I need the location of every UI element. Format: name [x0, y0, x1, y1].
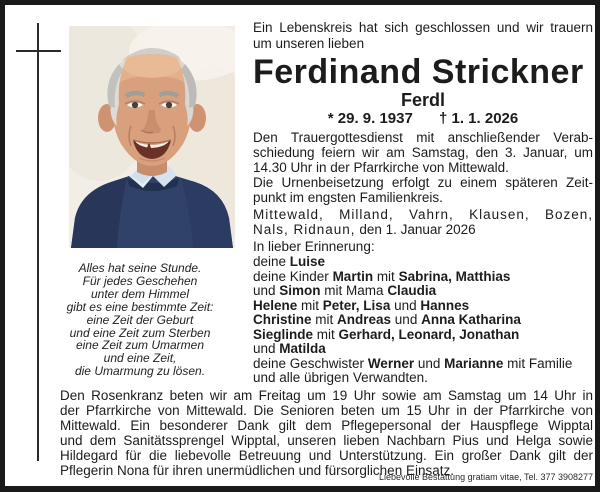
text-line: und Simon mit Mama Claudia — [253, 283, 437, 298]
text-line: und alle übrigen Verwandten. — [253, 370, 428, 385]
family-list — [253, 255, 593, 386]
text-line: gibt es eine bestimmte Zeit: — [66, 299, 214, 314]
text-line: Für jedes Geschehen — [82, 273, 198, 288]
text-line: Pflegerin Nona für ihren unermüdlichen und fürsorglichen Einsatz. — [60, 463, 454, 478]
places-date-line — [253, 207, 593, 237]
text-line: um unseren lieben — [253, 36, 365, 51]
text-line: unter dem Himmel — [90, 286, 190, 301]
text-line: und eine Zeit zum Sterben — [69, 325, 211, 340]
text-line: Mittewald. Ein besonderer Dank gilt dem Pflegepersonal der Hauspflege Wipptal — [60, 418, 593, 433]
text-line: Den Trauergottesdienst mit anschließender Verab- — [253, 130, 593, 145]
deceased-nickname: Ferdl — [400, 90, 445, 110]
text-line: Die Urnenbeisetzung erfolgt zu einem späteren Zeit- — [253, 175, 593, 190]
announcement-column — [253, 20, 593, 386]
text-line: Sieglinde mit Gerhard, Leonard, Jonathan — [253, 326, 520, 342]
rosary-thanks-notice — [60, 388, 593, 478]
remembrance-label: In lieber Erinnerung: — [253, 239, 375, 254]
portrait-photo — [69, 26, 235, 248]
text-line: schiedung feiern wir am Samstag, den 3. Januar, um — [253, 145, 593, 160]
text-line: und eine Zeit, — [103, 351, 177, 366]
text-line: Nals, Ridnaun, den 1. Januar 2026 — [253, 222, 476, 237]
text-line: Alles hat seine Stunde. — [78, 261, 202, 275]
text-line: die Umarmung zu lösen. — [74, 364, 206, 379]
text-line: Christine mit Andreas und Anna Katharina — [253, 312, 521, 327]
text-line: und Matilda — [253, 341, 326, 356]
text-line: deine Geschwister Werner und Marianne mit Familie — [253, 355, 573, 371]
death-date: † 1. 1. 2026 — [439, 110, 519, 127]
text-line: und dem Sanitätssprengel Wipptal, unseren lieben Nachbarn Pius und Helga sowie — [60, 433, 593, 448]
text-line: eine Zeit der Geburt — [86, 312, 194, 327]
text-line: Ein Lebenskreis hat sich geschlossen und wir trauern — [253, 20, 593, 35]
text-line: deine Luise — [253, 254, 326, 269]
life-dates — [253, 110, 593, 128]
deceased-name: Ferdinand Strickner — [253, 53, 584, 91]
intro-text — [253, 20, 593, 52]
text-line: deine Kinder Martin mit Sabrina, Matthias — [253, 268, 511, 284]
text-line: 14.30 Uhr in der Pfarrkirche von Mittewald. — [253, 160, 509, 175]
text-line: punkt im engsten Familienkreis. — [253, 190, 443, 205]
text-line: Helene mit Peter, Lisa und Hannes — [253, 297, 470, 313]
birth-date: * 29. 9. 1937 — [327, 110, 413, 127]
funeral-home-footer: Liebevolle Bestattung gratiam vitae, Tel. 377 3908277 — [379, 472, 593, 482]
text-line: Mittewald, Milland, Vahrn, Klausen, Bozen, — [253, 207, 593, 222]
text-line: Den Rosenkranz beten wir am Freitag um 19 Uhr sowie am Samstag um 14 Uhr in — [60, 388, 593, 403]
text-line: Hildegard für die liebevolle Betreuung und Unterstützung. Ein großer Dank gilt der — [60, 448, 593, 463]
text-line: der Pfarrkirche von Mittewald. Die Senioren beten um 15 Uhr in der Pfarrkirche von — [60, 403, 593, 418]
urn-burial-text — [253, 175, 593, 205]
memorial-poem — [33, 262, 247, 378]
text-line: eine Zeit zum Umarmen — [75, 338, 205, 353]
funeral-service-text — [253, 130, 593, 175]
